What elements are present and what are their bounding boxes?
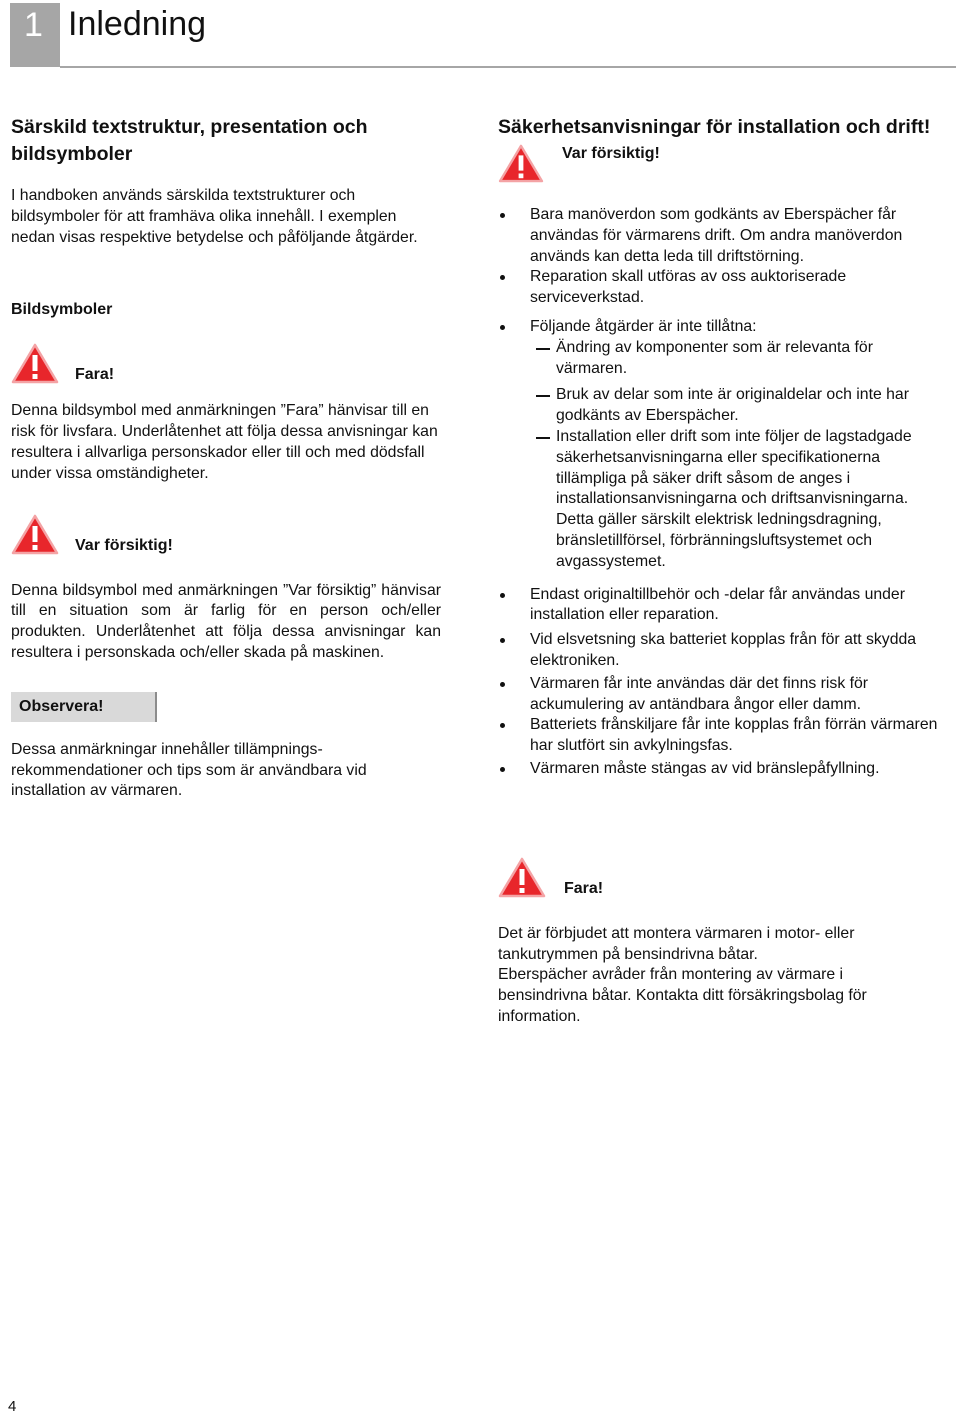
danger-label: Fara!	[75, 366, 115, 384]
list-item: Batteriets frånskiljare får inte kopplas från förrän värmaren har slutfört sin avkylningsfas.	[498, 715, 958, 757]
caution-description: Denna bildsymbol med anmärkningen ”Var försiktig” hänvisar till en situation som är farlig för en person och/eller produkten. Underlåtenhet att följa dessa anvisningar kan resultera i personskada och/eller skada på maskinen.	[11, 581, 441, 661]
right-column	[498, 114, 958, 1028]
list-item: Bara manöverdon som godkänts av Eberspächer får användas för värmarens drift. Om andra manöverdon används kan detta leda till driftstörning.	[498, 205, 958, 267]
caution-label: Var försiktig!	[75, 536, 173, 554]
page-number: 4	[8, 1398, 17, 1415]
safety-caution-label: Var försiktig!	[562, 145, 660, 162]
warning-triangle-icon	[11, 342, 59, 384]
dash-item: Bruk av delar som inte är originaldelar och inte har godkänts av Eberspächer.	[536, 385, 916, 427]
intro-paragraph: I handboken används särskilda textstrukturer och bildsymboler för att framhäva olika innehåll. I exemplen nedan visas respektive betydelse och påföljande åtgärder.	[11, 187, 418, 246]
danger-symbol-row	[11, 342, 441, 384]
symbols-heading: Bildsymboler	[11, 301, 113, 319]
safety-list-b	[498, 585, 958, 780]
note-description: Dessa anmärkningar innehåller tillämpnings-rekommendationer och tips som är användbara vid installation av värmaren.	[11, 740, 367, 800]
dash-item: Ändring av komponenter som är relevanta för värmaren.	[536, 338, 916, 380]
section-heading-safety: Säkerhetsanvisningar för installation och drift!	[498, 116, 931, 138]
right-danger-row	[498, 856, 958, 898]
boat-warning-text: Det är förbjudet att montera värmaren i motor- eller tankutrymmen på bensindrivna båtar.	[498, 924, 855, 963]
chapter-title: Inledning	[68, 5, 207, 43]
list-item: Följande åtgärder är inte tillåtna:	[498, 317, 958, 338]
left-column	[11, 114, 441, 802]
section-heading-structure: Särskild textstruktur, presentation och bildsymboler	[11, 116, 368, 165]
title-divider	[60, 66, 956, 68]
prohibited-list	[536, 338, 916, 573]
right-danger-label: Fara!	[564, 879, 604, 897]
note-label-box: Observera!	[11, 692, 157, 722]
list-item: Värmaren måste stängas av vid bränslepåfyllning.	[498, 759, 958, 780]
list-item: Värmaren får inte användas där det finns risk för ackumulering av antändbara ångor eller damm.	[498, 674, 958, 716]
safety-caution-row	[498, 145, 958, 185]
list-item: Vid elsvetsning ska batteriet kopplas från för att skydda elektroniken.	[498, 630, 958, 672]
list-item: Reparation skall utföras av oss auktoriserade serviceverkstad.	[498, 267, 958, 309]
list-item: Endast originaltillbehör och -delar får användas under installation eller reparation.	[498, 585, 958, 627]
safety-list-a	[498, 205, 958, 338]
boat-advice-text: Eberspächer avråder från montering av värmare i bensindrivna båtar. Kontakta ditt försäkringsbolag för information.	[498, 966, 867, 1025]
caution-symbol-row	[11, 513, 441, 555]
chapter-number: 1	[10, 3, 60, 67]
warning-triangle-icon	[498, 856, 546, 898]
danger-description: Denna bildsymbol med anmärkningen ”Fara” hänvisar till en risk för livsfara. Underlåtenhet att följa dessa anvisningar kan resultera i allvarliga personskador eller till och med dödsfall under vissa omständigheter.	[11, 402, 438, 482]
warning-triangle-icon	[11, 513, 59, 555]
dash-item: Installation eller drift som inte följer de lagstadgade säkerhetsanvisningarna eller specifikationerna tillämpliga på säker drift såsom de anges i installationsanvisningarna och driftsanvisningarna. Detta gäller särskilt elektrisk ledningsdragning, bränsletillförsel, förbränningsluftsystemet och avgassystemet.	[536, 427, 916, 573]
warning-triangle-icon	[498, 143, 544, 183]
